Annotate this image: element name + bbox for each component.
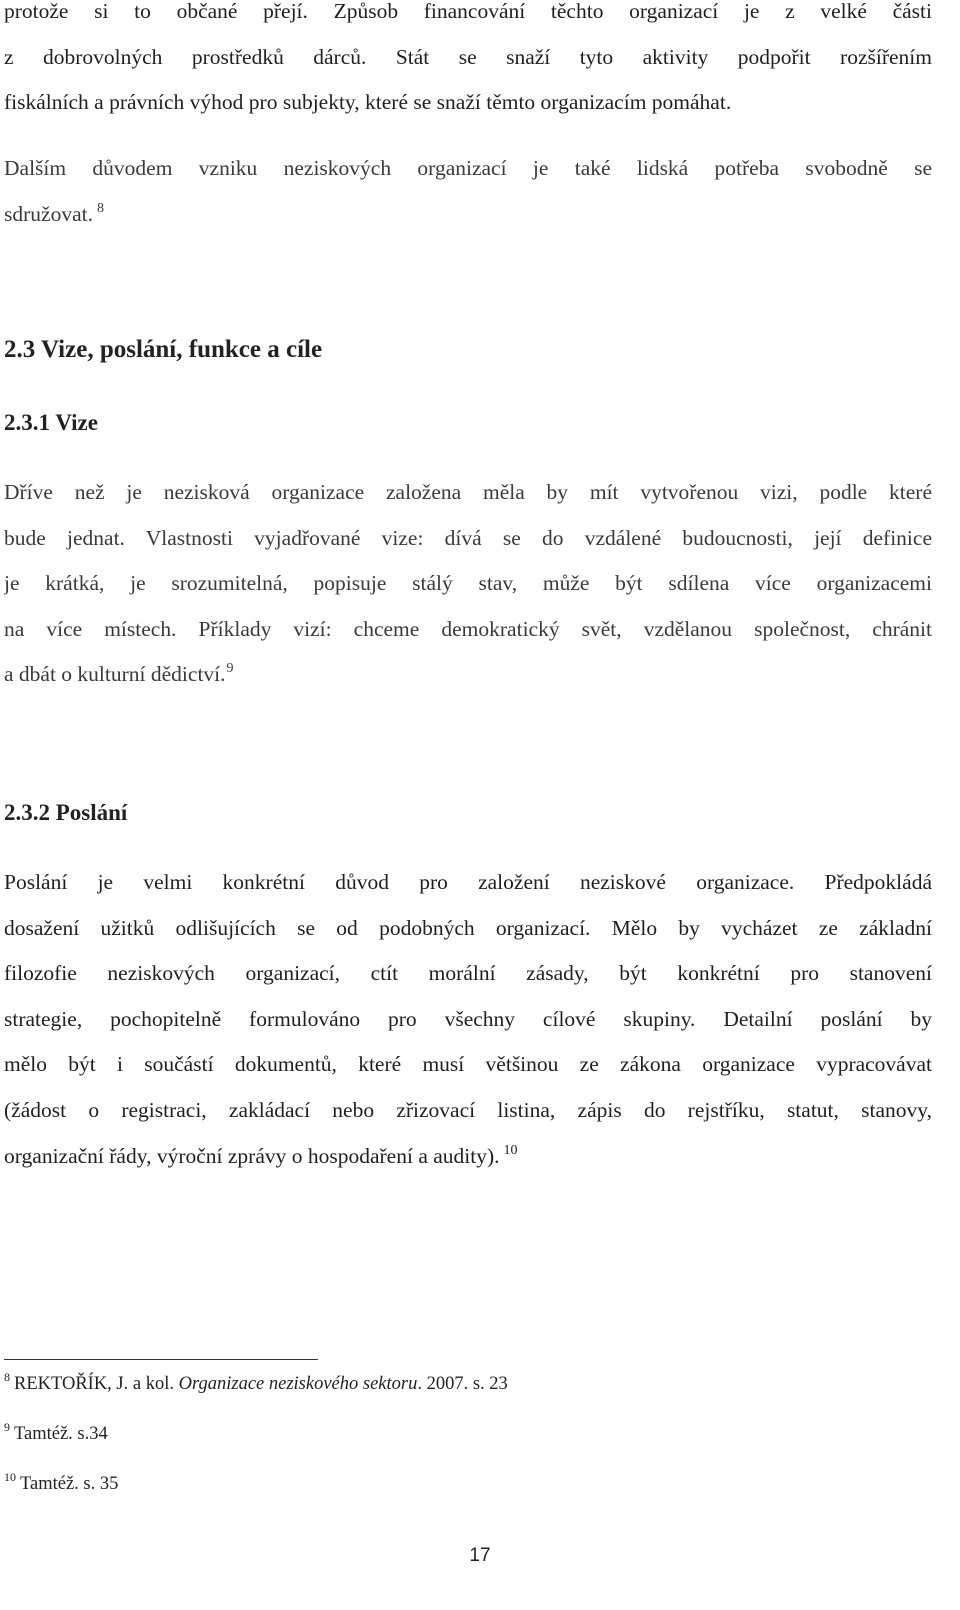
subsection-heading-vize: 2.3.1 Vize <box>4 410 98 435</box>
text-line: Poslání je velmi konkrétní důvod pro založení neziskové organizace. Předpokládá <box>4 870 932 894</box>
text-line: Dalším důvodem vzniku neziskových organizací je také lidská potřeba svobodně se <box>4 156 932 180</box>
text-line: je krátká, je srozumitelná, popisuje stálý stav, může být sdílena více organizacemi <box>4 571 932 596</box>
text-line: dosažení užitků odlišujících se od podobných organizací. Mělo by vycházet ze základní <box>4 915 932 940</box>
subsection-heading-poslani: 2.3.2 Poslání <box>4 800 128 825</box>
text-line: filozofie neziskových organizací, ctít morální zásady, být konkrétní pro stanovení <box>4 961 932 986</box>
text-line: protože si to občané přejí. Způsob financování těchto organizací je z velké části <box>4 0 932 23</box>
footnote-8 <box>4 1370 508 1395</box>
text-line-last <box>4 1134 932 1180</box>
footnote-text-post: . 2007. s. 23 <box>417 1374 508 1394</box>
reason-paragraph <box>4 146 932 237</box>
footnote-ref: 9 <box>226 661 234 677</box>
vize-paragraph <box>4 470 932 698</box>
footnote-number: 10 <box>4 1470 16 1484</box>
text-line: strategie, pochopitelně formulováno pro všechny cílové skupiny. Detailní poslání by <box>4 1006 932 1031</box>
text-line: na více místech. Příklady vizí: chceme demokratický svět, vzdělanou společnost, chránit <box>4 616 932 641</box>
footnote-separator <box>4 1359 318 1360</box>
text-line-content: a dbát o kulturní dědictví. <box>4 662 226 687</box>
text-line: (žádost o registraci, zakládací nebo zřizovací listina, zápis do rejstříku, statut, stanovy, <box>4 1097 932 1122</box>
footnote-text: Tamtéž. s. 35 <box>20 1474 119 1494</box>
text-line: fiskálních a právních výhod pro subjekty, které se snaží těmto organizacím pomáhat. <box>4 90 732 115</box>
section-heading: 2.3 Vize, poslání, funkce a cíle <box>4 336 323 363</box>
footnote-text: Tamtéž. s.34 <box>14 1424 108 1444</box>
footnote-ref: 8 <box>96 200 104 216</box>
text-line-last <box>4 652 932 698</box>
footnote-number: 8 <box>4 1370 10 1384</box>
footnote-9 <box>4 1420 108 1445</box>
text-line: Dříve než je nezisková organizace založena měla by mít vytvořenou vizi, podle které <box>4 480 932 504</box>
intro-paragraph <box>4 0 932 126</box>
footnote-number: 9 <box>4 1420 10 1434</box>
footnote-text: REKTOŘÍK, J. a kol. <box>14 1374 179 1394</box>
text-line: bude jednat. Vlastnosti vyjadřované vize: dívá se do vzdálené budoucnosti, její definice <box>4 525 932 550</box>
footnote-ref: 10 <box>503 1142 518 1158</box>
text-line-content: sdružovat. <box>4 201 93 226</box>
footnote-10 <box>4 1470 119 1495</box>
text-line: z dobrovolných prostředků dárců. Stát se snaží tyto aktivity podpořit rozšířením <box>4 44 932 69</box>
text-line: mělo být i součástí dokumentů, které musí většinou ze zákona organizace vypracovávat <box>4 1052 932 1077</box>
text-line-content: organizační řády, výroční zprávy o hospodaření a audity). <box>4 1143 500 1168</box>
text-line-last <box>4 192 932 238</box>
poslani-paragraph <box>4 860 932 1179</box>
page-number: 17 <box>469 1545 491 1566</box>
footnote-title: Organizace neziskového sektoru <box>178 1374 418 1394</box>
